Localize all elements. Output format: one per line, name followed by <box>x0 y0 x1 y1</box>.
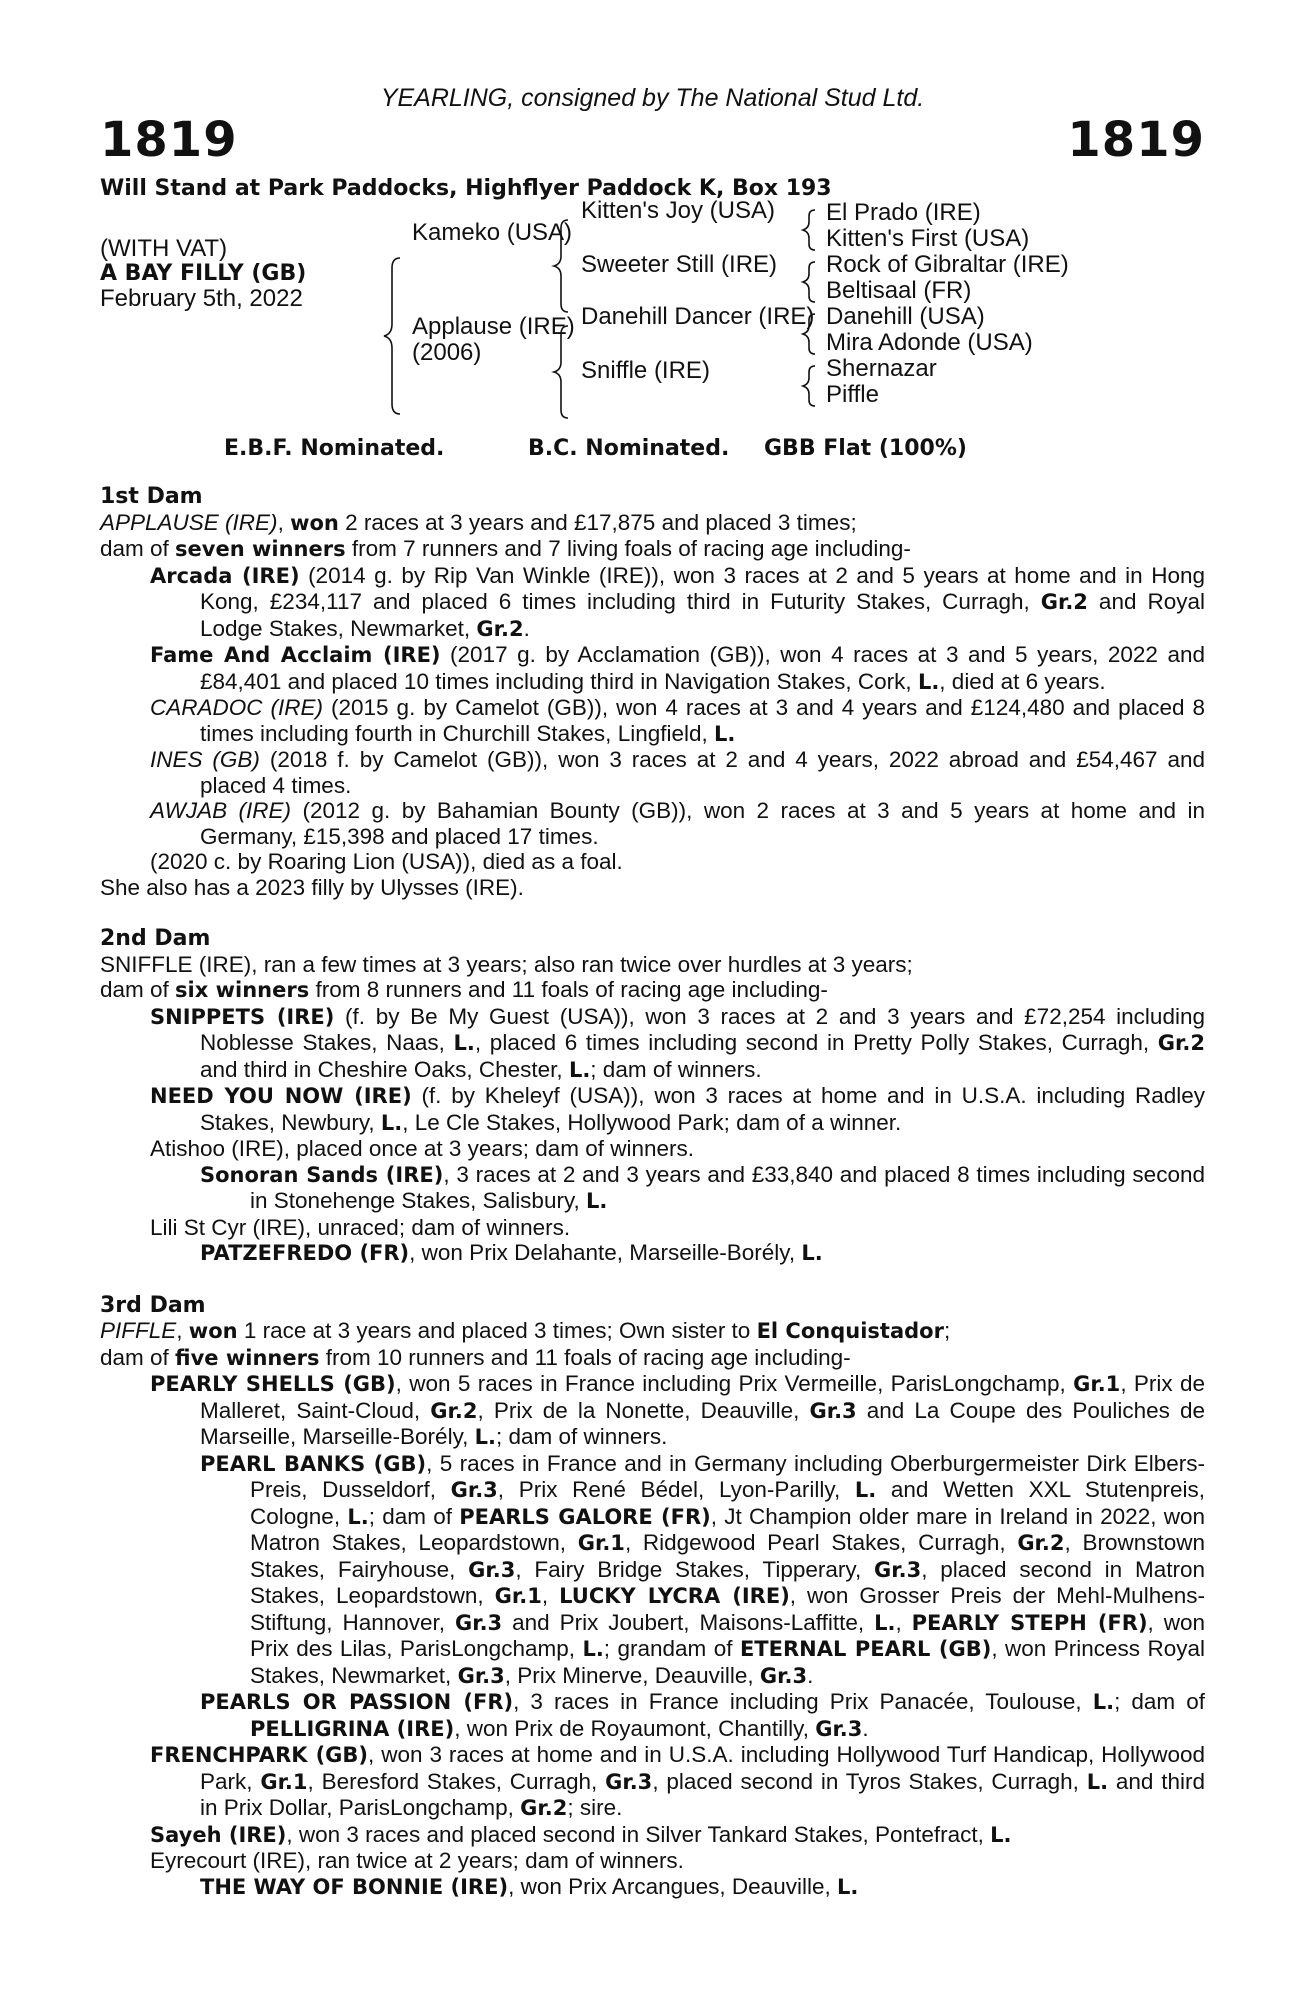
produce-patzefredo: PATZEFREDO (FR), won Prix Delahante, Marseille-Borély, L. <box>200 1240 823 1265</box>
first-dam-produce-line: dam of seven winners from 7 runners and 7 living foals of racing age including- <box>100 536 911 561</box>
pedigree-table <box>100 197 1205 434</box>
second-dam-line: SNIFFLE (IRE), ran a few times at 3 years; also ran twice over hurdles at 3 years; <box>100 951 913 977</box>
sire-dam-dam: Beltisaal (FR) <box>826 277 972 304</box>
dam-sire: Danehill Dancer (IRE) <box>581 303 815 330</box>
sire-sire-sire: El Prado (IRE) <box>826 199 981 226</box>
lot-number-right: 1819 <box>1067 112 1205 168</box>
dam-dam: Sniffle (IRE) <box>581 357 710 384</box>
sire-sire-dam: Kitten's First (USA) <box>826 225 1030 252</box>
dam-sire-dam: Mira Adonde (USA) <box>826 329 1033 356</box>
first-dam-heading: 1st Dam <box>100 484 203 509</box>
produce-the-way-of-bonnie: THE WAY OF BONNIE (IRE), won Prix Arcangues, Deauville, L. <box>200 1873 859 1899</box>
dam-dam-sire: Shernazar <box>826 355 937 382</box>
catalogue-page <box>100 0 1205 2000</box>
dam-dam-dam: Piffle <box>826 381 879 408</box>
first-dam-line: APPLAUSE (IRE), won 2 races at 3 years and £17,875 and placed 3 times; <box>100 509 857 535</box>
vat-note: (WITH VAT) <box>100 235 228 262</box>
produce-pearly-shells: PEARLY SHELLS (GB), won 5 races in France including Prix Vermeille, ParisLongchamp, Gr.1, Prix de Malleret, Saint-Cloud, Gr.2, Prix de la Nonette, Deauville, Gr.3 and La Coupe des Pouliches de Marseille, Marseille-Borély, L.; dam of winners. <box>150 1371 1206 1449</box>
produce-pearls-or-passion: PEARLS OR PASSION (FR), 3 races in France including Prix Panacée, Toulouse, L.; dam of PELLIGRINA (IRE), won Prix de Royaumont, Chantilly, Gr.3. <box>200 1689 1206 1741</box>
third-dam-heading: 3rd Dam <box>100 1292 206 1318</box>
second-dam-heading: 2nd Dam <box>100 926 211 951</box>
produce-eyrecourt: Eyrecourt (IRE), ran twice at 2 years; dam of winners. <box>150 1848 684 1873</box>
produce-atishoo: Atishoo (IRE), placed once at 3 years; dam of winners. <box>150 1136 695 1161</box>
produce-arcada: Arcada (IRE) (2014 g. by Rip Van Winkle (IRE)), won 3 races at 2 and 5 years at home and in Hong Kong, £234,117 and placed 6 times including third in Futurity Stakes, Curragh, Gr.2 and Royal Lodge Stakes, Newmarket, Gr.2. <box>150 562 1205 641</box>
gbb-flat: GBB Flat (100%) <box>764 436 967 461</box>
third-dam-produce-line: dam of five winners from 10 runners and 11 foals of racing age including- <box>100 1344 851 1370</box>
lot-number-left: 1819 <box>100 112 238 168</box>
produce-caradoc: CARADOC (IRE) (2015 g. by Camelot (GB)), won 4 races at 3 and 4 years and £124,480 and placed 8 times including fourth in Churchill Stakes, Lingfield, L. <box>150 695 1205 746</box>
second-dam-produce-line: dam of six winners from 8 runners and 11 foals of racing age including- <box>100 977 828 1002</box>
foaling-date: February 5th, 2022 <box>100 285 303 312</box>
consignor-line: YEARLING, consigned by The National Stud Ltd. <box>380 84 925 112</box>
produce-sayeh: Sayeh (IRE), won 3 races and placed second in Silver Tankard Stakes, Pontefract, L. <box>150 1821 1012 1847</box>
produce-frenchpark: FRENCHPARK (GB), won 3 races at home and in U.S.A. including Hollywood Turf Handicap, Hollywood Park, Gr.1, Beresford Stakes, Curragh, Gr.3, placed second in Tyros Stakes, Curragh, L. and third in Prix Dollar, ParisLongchamp, Gr.2; sire. <box>150 1742 1205 1820</box>
sire-dam-sire: Rock of Gibraltar (IRE) <box>826 251 1069 278</box>
stand-location: Will Stand at Park Paddocks, Highflyer Paddock K, Box 193 <box>100 176 832 201</box>
produce-ines: INES (GB) (2018 f. by Camelot (GB)), won 3 races at 2 and 4 years, 2022 abroad and £54,467 and placed 4 times. <box>150 747 1205 798</box>
produce-need-you-now: NEED YOU NOW (IRE) (f. by Kheleyf (USA)), won 3 races at home and in U.S.A. including Radley Stakes, Newbury, L., Le Cle Stakes, Hollywood Park; dam of a winner. <box>150 1083 1206 1135</box>
produce-pearl-banks: PEARL BANKS (GB), 5 races in France and in Germany including Oberburgermeister Dirk Elbers-Preis, Dusseldorf, Gr.3, Prix René Bédel, Lyon-Parilly, L. and Wetten XXL Stutenpreis, Cologne, L.; dam of PEARLS GALORE (FR), Jt Champion older mare in Ireland in 2022, won Matron Stakes, Leopardstown, Gr.1, Ridgewood Pearl Stakes, Curragh, Gr.2, Brownstown Stakes, Fairyhouse, Gr.3, Fairy Bridge Stakes, Tipperary, Gr.3, placed second in Matron Stakes, Leopardstown, Gr.1, LUCKY LYCRA (IRE), won Grosser Preis der Mehl-Mulhens-Stiftung, Hannover, Gr.3 and Prix Joubert, Maisons-Laffitte, L., PEARLY STEPH (FR), won Prix des Lilas, ParisLongchamp, L.; grandam of ETERNAL PEARL (GB), won Princess Royal Stakes, Newmarket, Gr.3, Prix Minerve, Deauville, Gr.3. <box>200 1450 1206 1688</box>
produce-colt-2020: (2020 c. by Roaring Lion (USA)), died as a foal. <box>150 849 623 874</box>
produce-awjab: AWJAB (IRE) (2012 g. by Bahamian Bounty (GB)), won 2 races at 3 and 5 years at home and in Germany, £15,398 and placed 17 times. <box>150 798 1205 849</box>
dam: Applause (IRE) <box>412 313 575 340</box>
dam-sire-sire: Danehill (USA) <box>826 303 985 330</box>
produce-lili-st-cyr: Lili St Cyr (IRE), unraced; dam of winners. <box>150 1214 571 1240</box>
bc-nomination: B.C. Nominated. <box>528 436 730 461</box>
sire-sire: Kitten's Joy (USA) <box>581 197 775 224</box>
horse-name: A BAY FILLY (GB) <box>100 261 307 286</box>
sire-dam: Sweeter Still (IRE) <box>581 251 778 278</box>
produce-fame-and-acclaim: Fame And Acclaim (IRE) (2017 g. by Acclamation (GB)), won 4 races at 3 and 5 years, 2022 and £84,401 and placed 10 times including third in Navigation Stakes, Cork, L., died at 6 years. <box>150 642 1206 694</box>
dam-year: (2006) <box>412 339 482 366</box>
produce-note: She also has a 2023 filly by Ulysses (IRE). <box>100 874 524 900</box>
dam-records <box>100 484 1205 1900</box>
produce-sonoran-sands: Sonoran Sands (IRE), 3 races at 2 and 3 years and £33,840 and placed 8 times including second in Stonehenge Stakes, Salisbury, L. <box>200 1161 1205 1213</box>
sire: Kameko (USA) <box>412 219 573 246</box>
produce-snippets: SNIPPETS (IRE) (f. by Be My Guest (USA)), won 3 races at 2 and 3 years and £72,254 including Noblesse Stakes, Naas, L., placed 6 times including second in Pretty Polly Stakes, Curragh, Gr.2 and third in Cheshire Oaks, Chester, L.; dam of winners. <box>150 1003 1205 1082</box>
ebf-nomination: E.B.F. Nominated. <box>224 436 445 461</box>
third-dam-line: PIFFLE, won 1 race at 3 years and placed 3 times; Own sister to El Conquistador; <box>100 1318 951 1343</box>
